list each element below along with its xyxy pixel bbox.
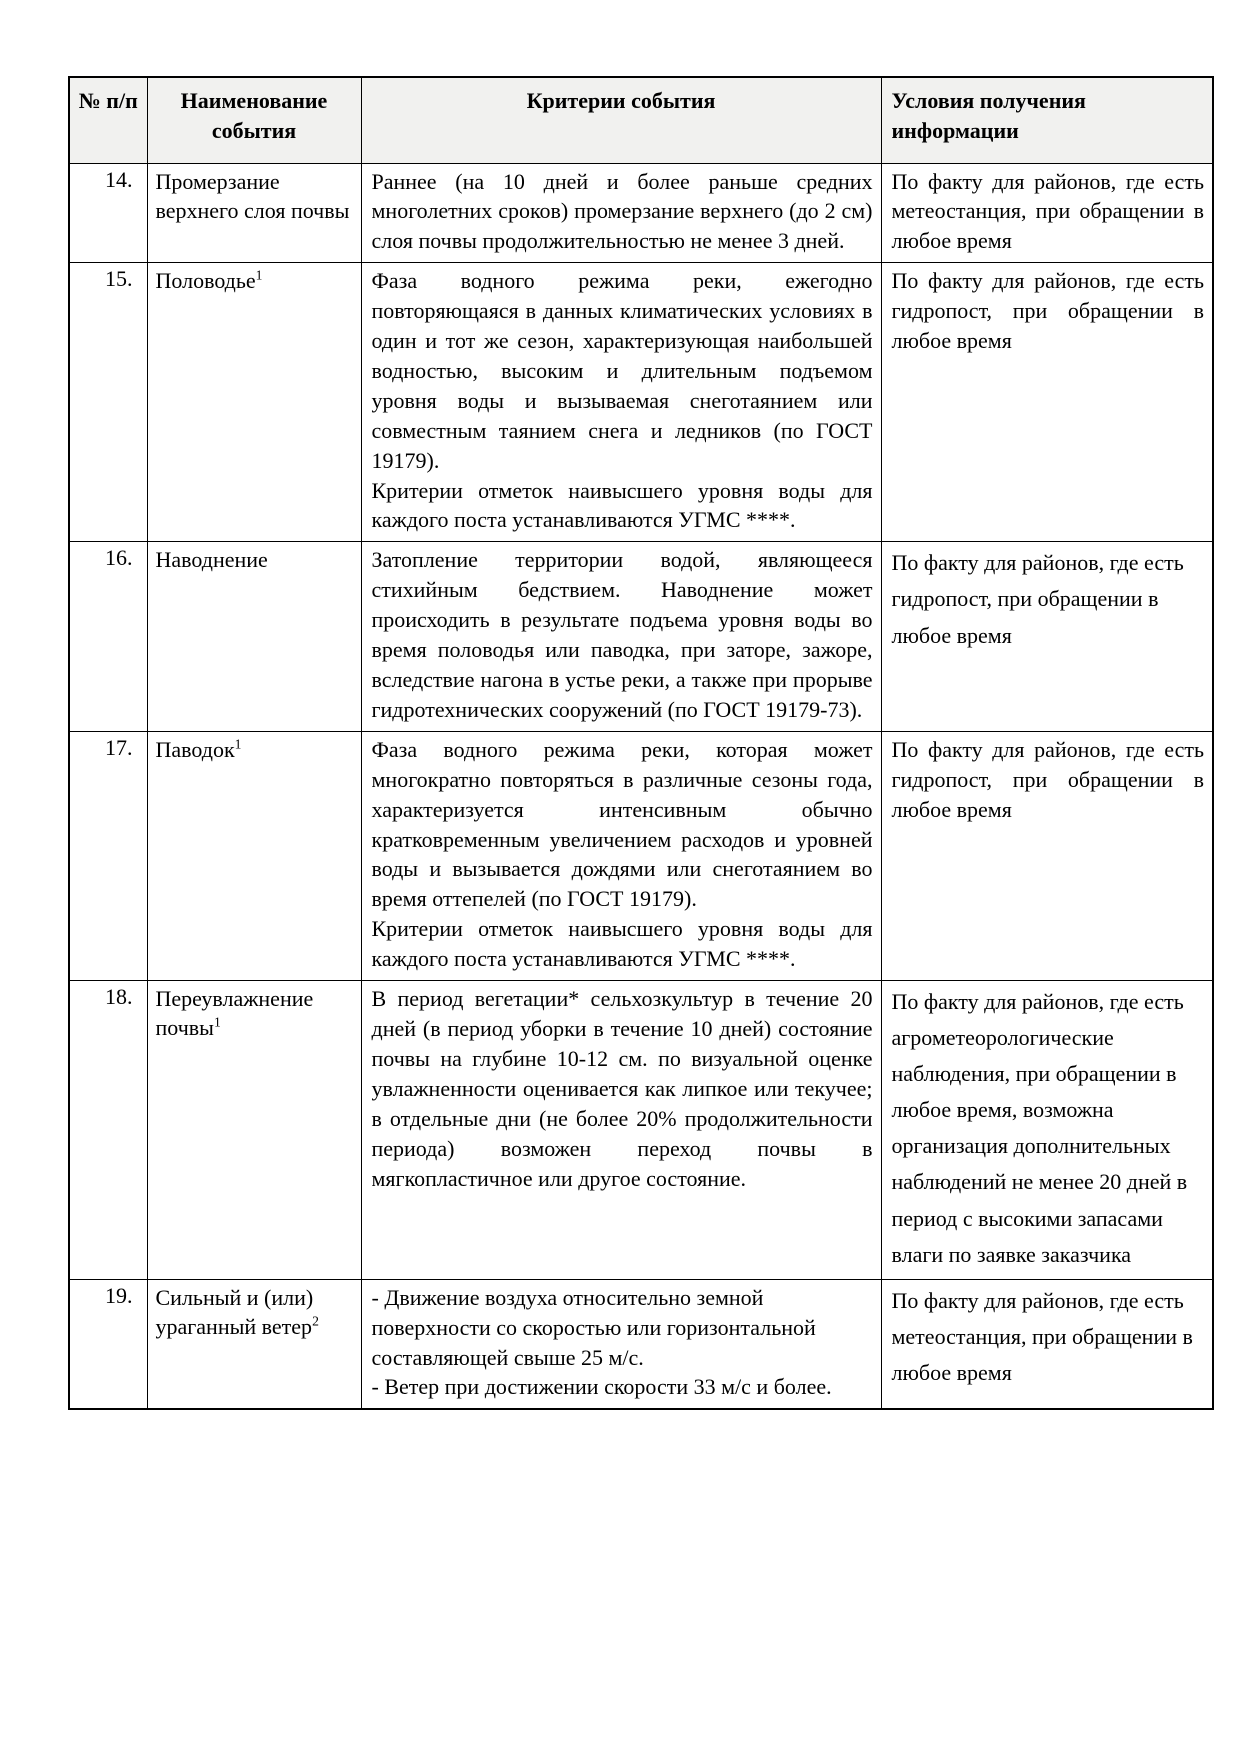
event-criteria-cell (361, 263, 881, 542)
header-event-name: Наименование события (147, 77, 361, 163)
row-number: 19. (105, 1282, 133, 1308)
row-number: 14. (105, 166, 133, 192)
event-criteria-cell (361, 981, 881, 1280)
criteria-paragraph: Затопление территории водой, являющееся стихийным бедствием. Наводнение может происходить в результате подъема уровня воды во время половодья или паводка, при заторе, зажоре, вследствие нагона в устье реки, а также при прорыве гидротехнических сооружений (по ГОСТ 19179-73). (371, 547, 873, 722)
footnote-marker: 1 (213, 1014, 221, 1030)
event-name: Переувлажнение почвы (155, 986, 314, 1041)
event-name-cell (147, 1279, 361, 1409)
info-conditions-cell (881, 731, 1213, 980)
table-header (69, 77, 1213, 163)
event-name: Промерзание верхнего слоя почвы (155, 168, 350, 223)
criteria-paragraph: Критерии отметок наивысшего уровня воды для каждого поста устанавливаются УГМС ****. (371, 916, 873, 972)
table-row (69, 1279, 1213, 1409)
info-conditions-cell (881, 542, 1213, 731)
criteria-paragraph: - Движение воздуха относительно земной поверхности со скоростью или горизонтальной составляющей свыше 25 м/с. (371, 1284, 816, 1370)
row-number: 18. (105, 984, 133, 1010)
criteria-paragraph: Фаза водного режима реки, ежегодно повторяющаяся в данных климатических условиях в один и тот же сезон, характеризующая наибольшей водностью, высоким и длительным подъемом уровня воды и вызываемая снеготаянием или совместным таянием снега и ледников (по ГОСТ 19179). (371, 268, 873, 473)
event-criteria-cell (361, 1279, 881, 1409)
event-name-cell (147, 981, 361, 1280)
info-conditions-cell (881, 163, 1213, 263)
criteria-paragraph: Раннее (на 10 дней и более раньше средних многолетних сроков) промерзание верхнего (до 2 см) слоя почвы продолжительностью не менее 3 дней. (371, 168, 873, 254)
table-row (69, 542, 1213, 731)
row-number-cell (69, 263, 147, 542)
conditions-paragraph: По факту для районов, где есть метеостанция, при обращении в любое время (891, 168, 1204, 254)
event-criteria-cell (361, 163, 881, 263)
table-row (69, 981, 1213, 1280)
event-name-cell (147, 731, 361, 980)
event-criteria-cell (361, 731, 881, 980)
event-name: Половодье (155, 268, 256, 294)
table-row (69, 263, 1213, 542)
criteria-paragraph: Фаза водного режима реки, которая может многократно повторяться в различные сезоны года, характеризуется интенсивным обычно кратковременным увеличением расходов и уровней воды и вызывается дождями или снеготаянием во время оттепелей (по ГОСТ 19179). (371, 736, 873, 912)
row-number-cell (69, 1279, 147, 1409)
header-info-conditions: Условия получения информации (881, 77, 1213, 163)
event-name-cell (147, 263, 361, 542)
footnote-marker: 1 (255, 267, 263, 283)
table-row (69, 731, 1213, 980)
row-number-cell (69, 163, 147, 263)
row-number-cell (69, 981, 147, 1280)
info-conditions-cell (881, 263, 1213, 542)
event-criteria-cell (361, 542, 881, 731)
table-body (69, 163, 1213, 1409)
info-conditions-cell (881, 1279, 1213, 1409)
row-number: 15. (105, 266, 133, 292)
footnote-marker: 1 (234, 736, 242, 752)
conditions-paragraph: По факту для районов, где есть метеостанция, при обращении в любое время (891, 1287, 1193, 1385)
row-number-cell (69, 542, 147, 731)
row-number: 17. (105, 734, 133, 760)
event-name-cell (147, 542, 361, 731)
header-row (69, 77, 1213, 163)
conditions-paragraph: По факту для районов, где есть гидропост, при обращении в любое время (891, 550, 1184, 648)
header-event-criteria: Критерии события (361, 77, 881, 163)
event-name: Паводок (155, 736, 235, 762)
conditions-paragraph: По факту для районов, где есть агрометеорологические наблюдения, при обращении в любое время, возможна организация дополнительных наблюдений не менее 20 дней в период с высокими запасами влаги по заявке заказчика (891, 989, 1188, 1267)
header-row-number: № п/п (69, 77, 147, 163)
events-criteria-table (68, 76, 1214, 1410)
event-name: Сильный и (или) ураганный ветер (155, 1284, 314, 1339)
event-name: Наводнение (155, 547, 268, 573)
event-name-cell (147, 163, 361, 263)
criteria-paragraph: В период вегетации* сельхозкультур в течение 20 дней (в период уборки в течение 10 дней) состояние почвы на глубине 10-12 см. по визуальной оценке увлажненности оценивается как липкое или текучее; в отдельные дни (не более 20% продолжительности периода) возможен переход почвы в мягкопластичное или другое состояние. (371, 986, 873, 1191)
conditions-paragraph: По факту для районов, где есть гидропост, при обращении в любое время (891, 268, 1204, 354)
conditions-paragraph: По факту для районов, где есть гидропост, при обращении в любое время (891, 736, 1204, 822)
row-number: 16. (105, 545, 133, 571)
criteria-paragraph: Критерии отметок наивысшего уровня воды для каждого поста устанавливаются УГМС ****. (371, 477, 873, 533)
footnote-marker: 2 (312, 1313, 319, 1329)
info-conditions-cell (881, 981, 1213, 1280)
criteria-paragraph: - Ветер при достижении скорости 33 м/с и более. (371, 1374, 832, 1400)
table-row (69, 163, 1213, 263)
row-number-cell (69, 731, 147, 980)
